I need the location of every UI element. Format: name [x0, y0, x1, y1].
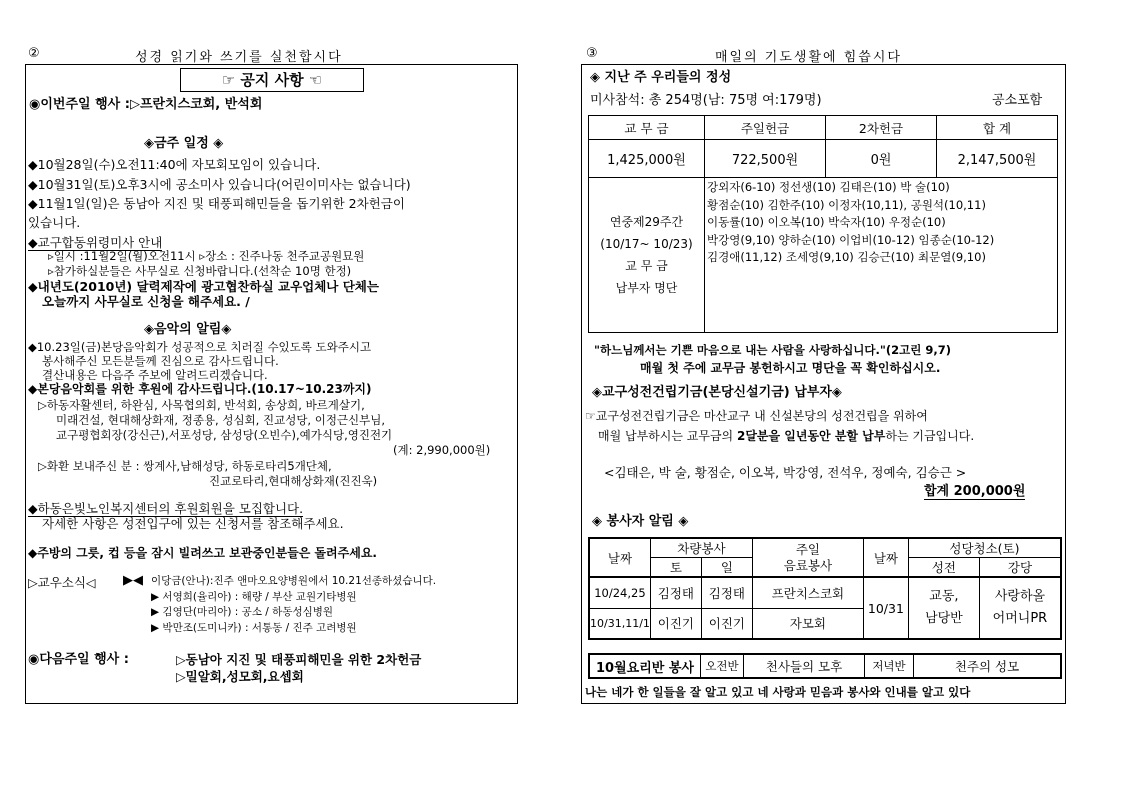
- parish-news-line: ▶ 박만조(도미니카) : 서통동 / 진주 고려병원: [151, 622, 357, 634]
- next-week-line: ▷동남아 지진 및 태풍피해민을 위한 2차헌금: [176, 652, 422, 667]
- vol-date2: 10/31: [863, 577, 908, 639]
- offering-title: ◈ 지난 주 우리들의 정성: [590, 70, 732, 85]
- music-line: 봉사해주신 모든분들께 진심으로 감사드립니다.: [42, 354, 279, 368]
- donor-list: [705, 178, 1058, 333]
- parish-news-line: ▶ 김영단(마리아) : 공소 / 하동성심병원: [151, 606, 334, 618]
- building-fund-desc: [598, 429, 974, 444]
- schedule-line: ◆10월31일(토)오후3시에 공소미사 있습니다(어린이미사는 없습니다): [28, 177, 411, 192]
- donor-label-line: 연중제29주간: [609, 215, 684, 229]
- parish-news-line: ▶ 서영희(율리아) : 해량 / 부산 교원기타병원: [151, 591, 357, 603]
- offering-table: [588, 115, 1058, 333]
- quote-sub: 매월 첫 주에 교무금 봉헌하시고 명단을 꼭 확인하십시오.: [640, 361, 941, 375]
- left-page-header: 성경 읽기와 쓰기를 실천합시다: [135, 50, 343, 65]
- vol-clean-b: 사랑하올 어머니PR: [979, 577, 1061, 639]
- vol-clean-a: 교동, 남당반: [908, 577, 979, 639]
- parish-news-text: 박만조(도미니카) : 서통동 / 진주 고려병원: [162, 622, 357, 634]
- parish-news-line: 이당금(안나):진주 앤마오요양병원에서 10.21선종하셨습니다.: [151, 575, 437, 587]
- cook-am: 천사들의 모후: [744, 654, 865, 678]
- donor-line: 박강영(9,10) 양하순(10) 이업비(10-12) 임종순(10-12): [707, 232, 995, 247]
- vol-sat: 이진기: [650, 608, 701, 639]
- music-line: (계: 2,990,000원): [393, 443, 491, 457]
- building-fund-desc-c: 하는 기금입니다.: [885, 429, 975, 443]
- vol-sun: 김정태: [701, 577, 752, 608]
- building-fund-names: <김태은, 박 술, 황점순, 이오복, 박강영, 전석우, 정예숙, 김승근 >: [604, 465, 967, 480]
- donor-label-line: 납부자 명단: [615, 281, 678, 295]
- bowtie-icon: ▶◀: [123, 573, 143, 588]
- building-fund-desc-b: 2달분을 일년동안 분할 납부: [736, 429, 886, 443]
- right-page-number: ③: [586, 46, 598, 61]
- parish-news-label: ▷교우소식◁: [28, 575, 96, 590]
- offering-value: 0원: [826, 140, 937, 178]
- notice-line: ◆주방의 그릇, 컵 등을 잠시 빌려쓰고 보관중인분들은 돌려주세요.: [28, 546, 377, 560]
- volunteer-table: [588, 537, 1062, 640]
- music-line: 결산내용은 다음주 주보에 알려드리겠습니다.: [42, 368, 268, 382]
- donor-label: [589, 178, 705, 333]
- weekly-schedule-title: ◈금주 일정 ◈: [144, 136, 224, 151]
- notice-line: ◆하동은빛노인복지센터의 후원회원을 모집합니다.: [28, 501, 304, 516]
- music-line: 교구평협회장(강신근),서포성당, 삼성당(오빈수),예가식당,영진전기: [56, 428, 393, 442]
- donor-line: 강외자(6-10) 정선생(10) 김태은(10) 박 술(10): [707, 180, 950, 194]
- right-page-header: 매일의 기도생활에 힘씁시다: [715, 50, 902, 65]
- right-panel: [581, 64, 1066, 704]
- offering-value: 1,425,000원: [589, 140, 705, 178]
- cook-am-label: 오전반: [701, 654, 744, 678]
- building-fund-total: 합계 200,000원: [924, 484, 1026, 499]
- donor-line: 이동률(10) 이오복(10) 박숙자(10) 우정순(10): [707, 215, 946, 229]
- cook-label: 10월요리반 봉사: [589, 654, 701, 678]
- donor-label-line: 교 무 금: [625, 259, 668, 273]
- volunteer-title: ◈ 봉사자 알림 ◈: [592, 514, 689, 529]
- offering-header: 2차헌금: [826, 116, 937, 140]
- offering-value: 722,500원: [705, 140, 826, 178]
- footer-verse: 나는 네가 한 일들을 잘 알고 있고 네 사랑과 믿음과 봉사와 인내를 알고 있다: [585, 685, 971, 699]
- vol-date: 10/31,11/1: [589, 608, 650, 639]
- music-line: ▷화환 보내주신 분 : 쌍계사,남해성당, 하동로타리5개단체,: [38, 459, 332, 473]
- parish-news-text: 서영희(율리아) : 해량 / 부산 교원기타병원: [162, 591, 357, 603]
- vol-header-vehicle: 차량봉사: [650, 538, 752, 558]
- donor-line: 황점순(10) 김한주(10) 이정자(10,11), 공원석(10,11): [707, 197, 986, 212]
- music-title: ◈음악의 알림◈: [144, 322, 232, 337]
- attendance-note: 공소포함: [992, 93, 1043, 108]
- schedule-line: ▹일시 :11월2일(월)오전11시 ▹장소 : 진주나동 천주교공원묘원: [48, 249, 365, 263]
- schedule-line: 오늘까지 사무실로 신청을 해주세요. /: [42, 294, 250, 309]
- next-week-label: ◉다음주일 행사 :: [28, 652, 129, 667]
- attendance: 미사참석: 총 254명(남: 75명 여:179명): [590, 93, 822, 108]
- schedule-line: ◆내년도(2010년) 달력제작에 광고협찬하실 교우업체나 단체는: [28, 279, 379, 294]
- this-week-event: ◉이번주일 행사 :▷프란치스코회, 반석회: [29, 97, 263, 112]
- schedule-line: ◆교구합동위령미사 안내: [28, 235, 163, 250]
- vol-header-date2: 날짜: [863, 538, 908, 577]
- building-fund-title: ◈교구성전건립기금(본당신설기금) 납부자◈: [592, 385, 842, 400]
- cook-pm: 천주의 성모: [914, 654, 1062, 678]
- offering-header: 주일헌금: [705, 116, 826, 140]
- cooking-table: [588, 653, 1062, 679]
- cook-pm-label: 저녁반: [865, 654, 914, 678]
- music-line: 진교로타리,현대해상화재(진진욱): [209, 474, 378, 488]
- schedule-line: ◆10월28일(수)오전11:40에 자모회모임이 있습니다.: [28, 157, 321, 172]
- music-line: ◆본당음악회를 위한 후원에 감사드립니다.(10.17~10.23까지): [28, 382, 372, 396]
- donor-label-line: (10/17~ 10/23): [600, 237, 693, 251]
- offering-header: 합 계: [937, 116, 1058, 140]
- parish-news-text: 김영단(마리아) : 공소 / 하동성심병원: [162, 606, 334, 618]
- vol-header-clean: 성당청소(토): [908, 538, 1061, 558]
- building-fund-desc-a: 매월 납부하시는 교무금의: [598, 429, 737, 443]
- vol-header-clean-b: 강당: [979, 558, 1061, 578]
- vol-header-clean-a: 성전: [908, 558, 979, 578]
- notice-line: 자세한 사항은 성전입구에 있는 신청서를 참조해주세요.: [42, 516, 344, 531]
- vol-header-sat: 토: [650, 558, 701, 578]
- notice-title: ☞ 공지 사항 ☜: [221, 71, 323, 89]
- schedule-line: 있습니다.: [28, 215, 81, 230]
- music-line: 미래건설, 현대해상화재, 정종용, 성심회, 진교성당, 이정근신부님,: [56, 413, 386, 427]
- vol-date: 10/24,25: [589, 577, 650, 608]
- music-line: ▷하동자활센터, 하완심, 사목협의회, 반석회, 송상희, 바르게살기,: [38, 398, 365, 412]
- next-week-line: ▷밀알회,성모회,요셉회: [176, 669, 304, 684]
- vol-header-date: 날짜: [589, 538, 650, 577]
- music-line: ◆10.23일(금)본당음악회가 성공적으로 치러질 수있도록 도와주시고: [28, 340, 372, 354]
- vol-drink: 자모회: [752, 608, 863, 639]
- quote: "하느님께서는 기쁜 마음으로 내는 사람을 사랑하십니다."(2고린 9,7): [594, 343, 951, 357]
- schedule-line: ◆11월1일(일)은 동남아 지진 및 태풍피해민들을 돕기위한 2차헌금이: [28, 196, 405, 211]
- offering-header: 교 무 금: [589, 116, 705, 140]
- vol-drink: 프란치스코회: [752, 577, 863, 608]
- donor-line: 김경애(11,12) 조세영(9,10) 김승근(10) 최문열(9,10): [707, 250, 986, 264]
- notice-title-box: [180, 68, 364, 92]
- offering-value: 2,147,500원: [937, 140, 1058, 178]
- vol-header-drink: 주일 음료봉사: [752, 538, 863, 577]
- vol-sun: 이진기: [701, 608, 752, 639]
- building-fund-desc: ☞교구성전건립기금은 마산교구 내 신설본당의 성전건립을 위하여: [585, 409, 928, 423]
- vol-sat: 김정태: [650, 577, 701, 608]
- schedule-line: ▹참가하실분들은 사무실로 신청바랍니다.(선착순 10명 한정): [48, 264, 352, 278]
- left-page-number: ②: [28, 46, 40, 61]
- vol-header-sun: 일: [701, 558, 752, 578]
- left-panel: [25, 64, 518, 704]
